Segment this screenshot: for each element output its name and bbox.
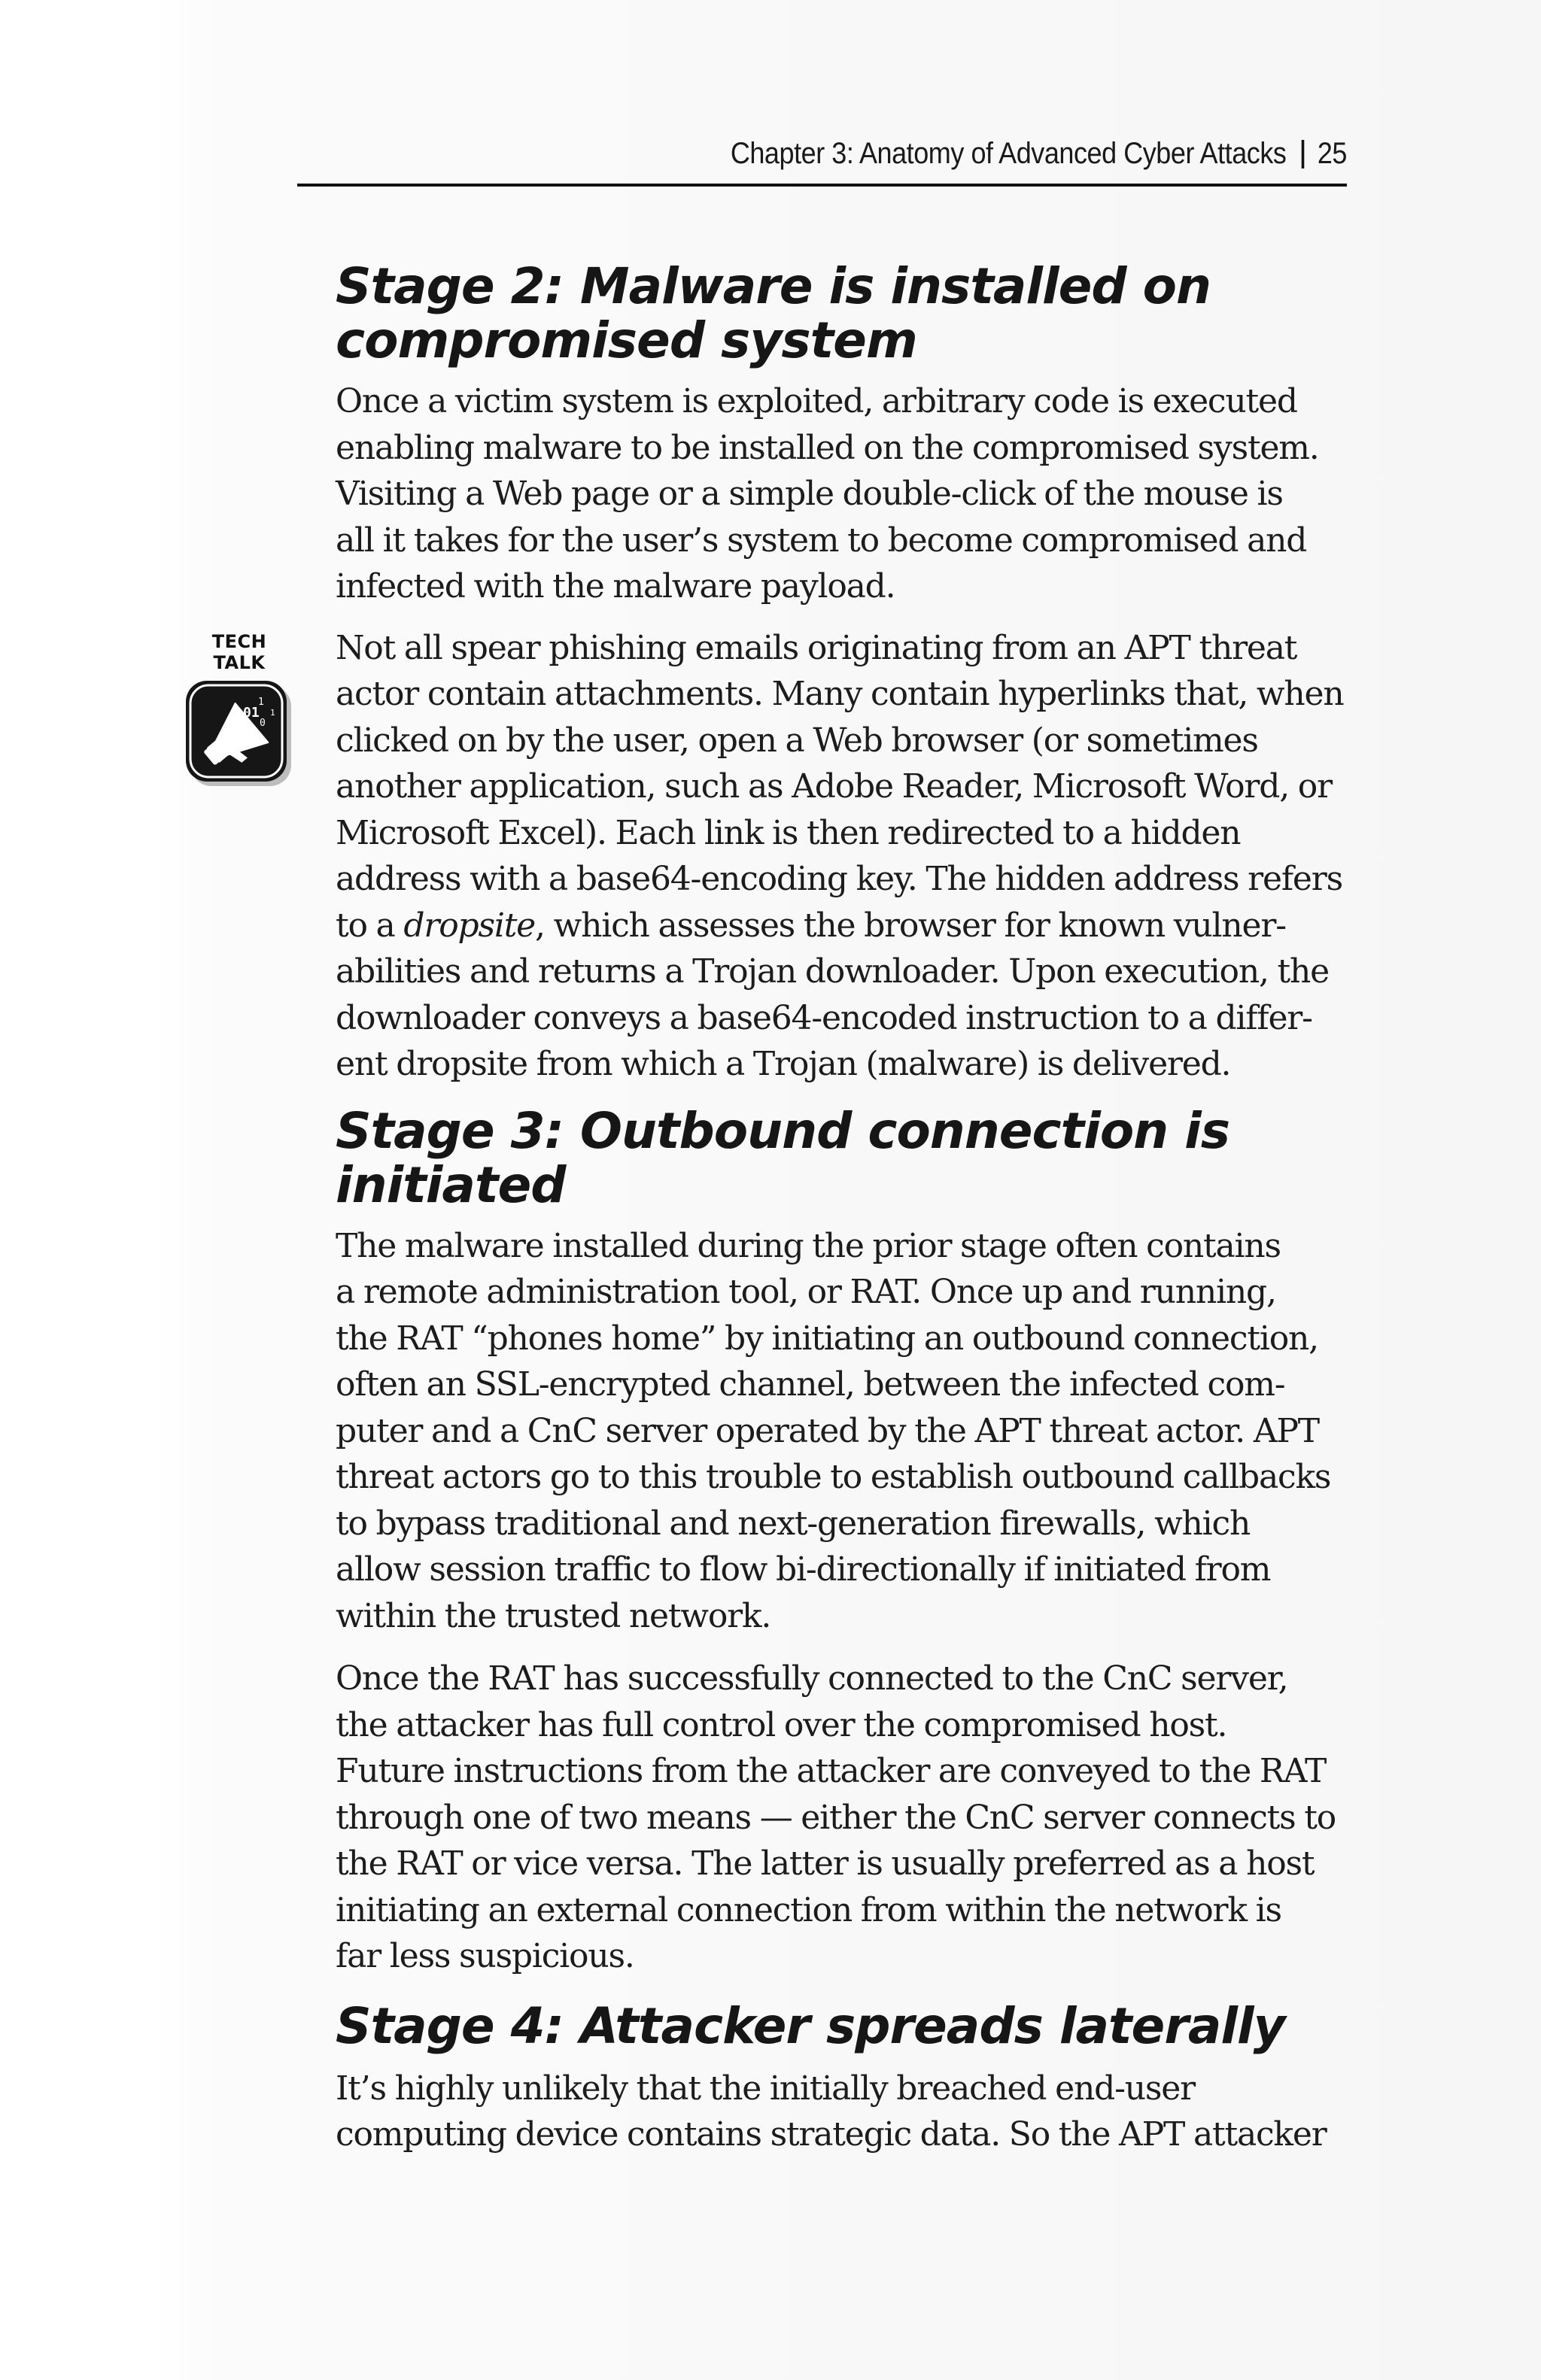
section-stage-3 bbox=[336, 1101, 1351, 1980]
section-heading bbox=[336, 1101, 1351, 1214]
svg-text:0: 0 bbox=[260, 717, 266, 729]
tech-talk-label: TECH TALK bbox=[211, 630, 267, 673]
page-body bbox=[211, 257, 1351, 2158]
heading-line: initiated bbox=[336, 1155, 566, 1214]
tech-talk-callout bbox=[211, 625, 1351, 1088]
svg-text:1: 1 bbox=[258, 696, 264, 708]
megaphone-icon bbox=[184, 679, 294, 789]
tech-talk-badge bbox=[184, 631, 295, 789]
section-stage-2 bbox=[211, 257, 1351, 1088]
svg-text:01: 01 bbox=[243, 704, 260, 721]
body-paragraph: Once the RAT has successfully connected to the CnC server, the attacker has full control over the compromised host. Future instructions from the attacker are conveyed to the RAT through one of two means — either the CnC server connects to the RAT or vice versa. The latter is usually preferred as a host initiating an external connection from within the network is far less suspicious. bbox=[336, 1659, 1336, 1975]
body-paragraph: The malware installed during the prior stage often contains a remote administration tool, or RAT. Once up and running, the RAT “phones home” by initiating an outbound connection, often an SSL-encrypted channel, between the infected com- puter and a CnC server operated by the APT threat actor. APT threat actors go to this trouble to establish outbound callbacks to bypass traditional and next-generation firewalls, which allow session traffic to flow bi-directionally if initiated from within the trusted network. bbox=[336, 1226, 1331, 1635]
heading-line: compromised system bbox=[336, 311, 917, 369]
dropsite-term: dropsite bbox=[403, 906, 536, 945]
section-heading bbox=[336, 257, 1351, 369]
heading-line: Stage 3: Outbound connection is bbox=[336, 1101, 1230, 1160]
body-paragraph: Once a victim system is exploited, arbitrary code is executed enabling malware to be installed on the compromised system. Visiting a Web page or a simple double-click of the mouse is all it takes for the user’s system to become compromised and infected with the malware payload. bbox=[336, 382, 1319, 606]
heading-line: Stage 2: Malware is installed on bbox=[336, 257, 1211, 315]
tech-talk-paragraph: Not all spear phishing emails originating from an APT threat actor contain attachments. Many contain hyperlinks that, when clicked on by the user, open a Web browser (or sometimes another application, such as Adobe Reader, Microsoft Word, or Microsoft Excel). Each link is then redirected to a hidden address with a base64-encoding key. The hidden address refers to a dropsite, which assesses the browser for known vulner- abilities and returns a Trojan downloader. Upon execution, the downloader conveys a base64-encoded instruction to a differ- ent dropsite from which a Trojan (malware) is delivered. bbox=[336, 628, 1344, 1083]
page-number: 25 bbox=[1317, 137, 1347, 170]
section-stage-4 bbox=[336, 1996, 1351, 2158]
body-paragraph: It’s highly unlikely that the initially breached end-user computing device contains strategic data. So the APT attacker bbox=[336, 2069, 1327, 2154]
heading-line: Stage 4: Attacker spreads laterally bbox=[336, 1996, 1285, 2055]
header-separator bbox=[1301, 140, 1304, 168]
svg-text:1: 1 bbox=[270, 707, 275, 718]
running-header bbox=[297, 134, 1347, 187]
section-heading bbox=[336, 1996, 1351, 2055]
chapter-title: Chapter 3: Anatomy of Advanced Cyber Attacks bbox=[730, 137, 1287, 170]
